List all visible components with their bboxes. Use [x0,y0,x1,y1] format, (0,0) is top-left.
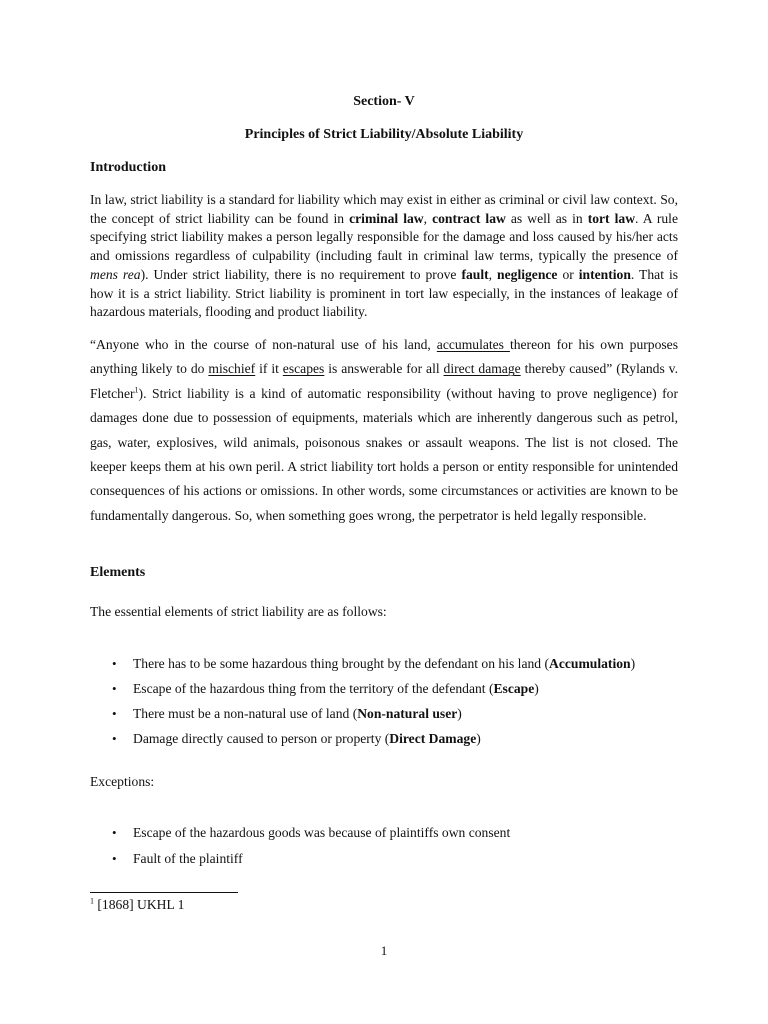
bullet-icon: • [112,731,117,746]
underlined-accumulates: accumulates [436,337,510,352]
elements-intro: The essential elements of strict liability are as follows: [90,604,387,619]
list-item: • Escape of the hazardous thing from the territory of the defendant (Escape) [112,681,539,696]
underlined-mischief: mischief [208,361,256,377]
section-title: Section- V [353,94,415,109]
underlined-escapes: escapes [282,361,325,377]
exceptions-list [112,824,511,876]
term-fault: fault [461,266,489,282]
bullet-icon: • [112,656,117,671]
elements-list [112,655,636,755]
list-item: • There must be a non-natural use of land (Non-natural user) [112,706,462,721]
list-item: • Fault of the plaintiff [112,851,243,866]
exceptions-heading: Exceptions: [90,774,155,789]
bullet-icon: • [112,681,117,696]
list-item: • Damage directly caused to person or property (Direct Damage) [112,731,481,746]
bullet-icon: • [112,851,117,866]
term-tort-law: tort law [587,210,636,226]
list-item: • Escape of the hazardous goods was because of plaintiffs own consent [112,825,511,840]
bullet-icon: • [112,825,117,840]
footnote-separator [90,892,238,893]
footnote-marker: 1 [90,896,94,906]
document-subtitle: Principles of Strict Liability/Absolute Liability [244,127,524,142]
underlined-direct-damage: direct damage [443,361,521,377]
footnote [90,897,184,913]
introduction-paragraph-2: “Anyone who in the course of non-natural use of his land, accumulates thereon for his own purposes anything likely to do mischief if it escapes is answerable for all direct damage thereby caused” (Rylands v. Fletcher$^1$). Strict liability is a kind of automatic responsibility (without having to prove negligence) for damages done due to possession of equipments, materials which are inherently dangerous such as petrol, gas, water, explosives, wild animals, poisonous snakes or assault weapons. The list is not closed. The keeper keeps them at his own peril. A strict liability tort holds a person or entity responsible for unintended consequences of his actions or omissions. In other words, some circumstances or activities are known to be fundamentally dangerous. So, when something goes wrong, the perpetrator is held legally responsible. [90,337,678,523]
term-criminal-law: criminal law [349,210,424,226]
list-item: • There has to be some hazardous thing brought by the defendant on his land (Accumulation) [112,656,636,671]
term-negligence: negligence [497,266,558,282]
footnote-reference: 1 [134,385,139,395]
page-number: 1 [380,943,388,958]
bullet-icon: • [112,706,117,721]
term-mens-rea: mens rea [90,266,141,282]
footnote-text: [1868] UKHL 1 [94,897,185,912]
introduction-paragraph-1: In law, strict liability is a standard for liability which may exist in either as criminal or civil law context. So, the concept of strict liability can be found in criminal law, contract law as well as in tort law. A rule specifying strict liability makes a person legally responsible for the damage and loss caused by his/her acts and omissions regardless of culpability (including fault in criminal law terms, typically the presence of mens rea). Under strict liability, there is no requirement to prove fault, negligence or intention. That is how it is a strict liability. Strict liability is prominent in tort law especially, in the instances of leakage of hazardous materials, flooding and product liability. [90,192,679,320]
term-intention: intention [578,266,631,282]
term-contract-law: contract law [432,210,506,226]
introduction-heading: Introduction [90,160,166,175]
elements-heading: Elements [90,565,146,580]
